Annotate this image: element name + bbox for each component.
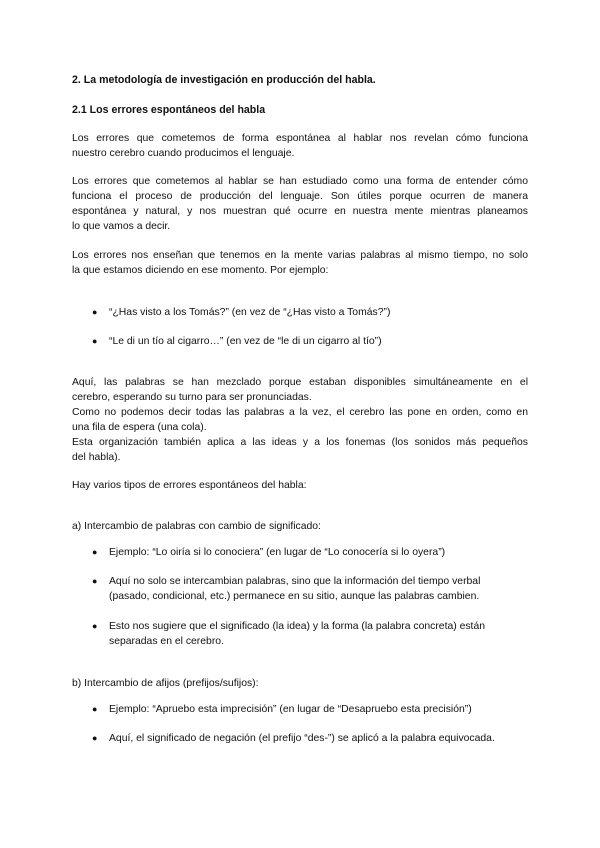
list-item-line: (pasado, condicional, etc.) permanece en su sitio, aunque las palabras cambien. [109,591,480,602]
paragraph-2-line: funciona el proceso de producción del lenguaje. Son útiles porque ocurren de manera [72,191,528,202]
paragraph-1-line: nuestro cerebro cuando producimos el lenguaje. [72,148,295,159]
paragraph-4-line: del habla). [72,452,121,463]
list-item-line: Esto nos sugiere que el significado (la idea) y la forma (la palabra concreta) están [109,621,485,632]
paragraph-4-line: cerebro, esperando su turno para ser pronunciadas. [72,392,312,403]
paragraph-4-line: Como no podemos decir todas las palabras a la vez, el cerebro las pone en orden, como en [72,407,528,418]
paragraph-3-line: la que estamos diciendo en ese momento. Por ejemplo: [72,265,329,276]
list-item: “Le di un tío al cigarro…” (en vez de “le di un cigarro al tío”) [109,336,382,347]
list-item: Ejemplo: “Apruebo esta imprecisión” (en lugar de “Desapruebo esta precisión”) [109,704,472,715]
bullet-icon: ● [92,547,98,557]
list-b-heading: b) Intercambio de afijos (prefijos/sufijos): [72,678,259,689]
paragraph-4 [72,375,528,465]
list-item: Ejemplo: “Lo oiría si lo conociera” (en lugar de “Lo conocería si lo oyera”) [109,547,446,558]
list-item-line: separadas en el cerebro. [109,636,224,647]
paragraph-4-line: Esta organización también aplica a las ideas y a los fonemas (los sonidos más pequeños [72,437,528,448]
paragraph-4-line: una fila de espera (una cola). [72,422,207,433]
bullet-icon: ● [92,704,98,714]
section-title: 2. La metodología de investigación en producción del habla. [72,74,376,86]
paragraph-4-line: Aquí, las palabras se han mezclado porque estaban disponibles simultáneamente en el [72,377,528,388]
bullet-icon: ● [92,621,98,631]
list-item: Aquí, el significado de negación (el prefijo “des-”) se aplicó a la palabra equivocada. [109,733,495,744]
paragraph-1 [72,131,528,161]
paragraph-3 [72,248,528,278]
bullet-icon: ● [92,576,98,586]
paragraph-2-line: Los errores que cometemos al hablar se han estudiado como una forma de entender cómo [72,176,528,187]
list-item [109,619,529,649]
list-item: “¿Has visto a los Tomás?” (en vez de “¿Has visto a Tomás?”) [109,307,391,318]
paragraph-3-line: Los errores nos enseñan que tenemos en la mente varias palabras al mismo tiempo, no solo [72,250,528,261]
subsection-title: 2.1 Los errores espontáneos del habla [72,104,266,116]
paragraph-1-line: Los errores que cometemos de forma espontánea al hablar nos revelan cómo funciona [72,133,528,144]
bullet-icon: ● [92,336,98,346]
paragraph-5: Hay varios tipos de errores espontáneos del habla: [72,480,307,491]
list-item [109,574,529,604]
list-item-line: Aquí no solo se intercambian palabras, sino que la información del tiempo verbal [109,576,481,587]
bullet-icon: ● [92,733,98,743]
paragraph-2-line: lo que vamos a decir. [72,221,171,232]
bullet-icon: ● [92,307,98,317]
list-a-heading: a) Intercambio de palabras con cambio de significado: [72,521,321,532]
paragraph-2 [72,174,528,234]
paragraph-2-line: espontánea y natural, y nos muestran qué ocurre en nuestra mente mientras planeamos [72,206,528,217]
